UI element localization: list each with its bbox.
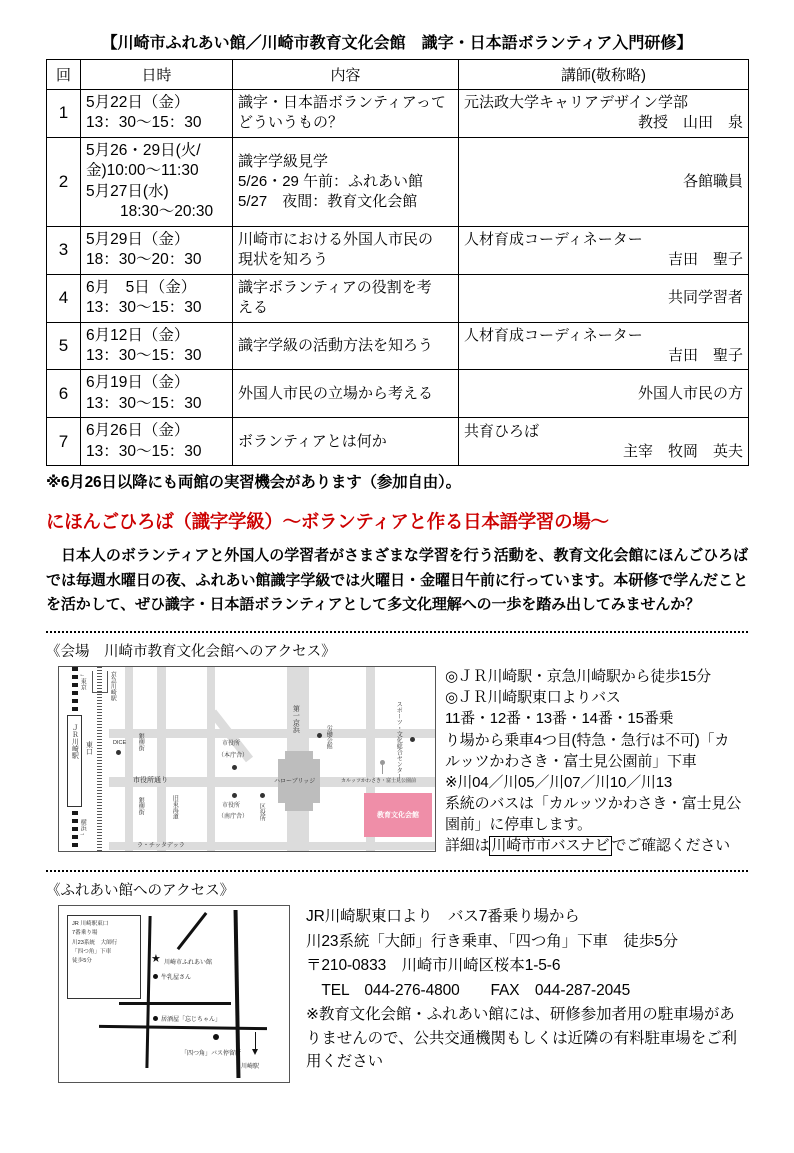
dice-dot-icon bbox=[116, 750, 121, 755]
datetime-line: 13：30～15：30 bbox=[86, 114, 202, 132]
content-line: どういうもの？ bbox=[238, 114, 344, 132]
lecturer-line: 元法政大学キャリアデザイン学部 bbox=[464, 94, 688, 112]
table-row bbox=[47, 274, 749, 322]
lecturer-line: 吉田 聖子 bbox=[667, 251, 743, 269]
jr-station-label: ＪＲ川崎駅 bbox=[71, 724, 79, 760]
datetime-line: 5月27日(水) bbox=[86, 182, 169, 200]
cell-content bbox=[233, 90, 459, 138]
datetime-line: 6月26日（金） bbox=[86, 422, 190, 440]
schedule-table-wrapper bbox=[0, 59, 794, 466]
access-line-3: 11番・12番・13番・14番・15番乗 bbox=[445, 710, 674, 728]
table-row bbox=[47, 90, 749, 138]
content-line: 5/26・29 午前：ふれあい館 bbox=[238, 172, 424, 190]
shiyakusho-minami-label: 市役所 bbox=[222, 803, 241, 810]
fureai-parking-note: ※教育文化会館・ふれあい館には、研修参加者用の駐車場がありませんので、公共交通機関もしくは近隣の有料駐車場をご利用ください bbox=[306, 1006, 737, 1070]
lecturer-line: 主宰 牧岡 英夫 bbox=[622, 442, 743, 460]
cell-lecturer bbox=[459, 137, 749, 226]
minami-dot-icon bbox=[232, 793, 237, 798]
cell-no: 4 bbox=[47, 274, 81, 322]
table-body bbox=[47, 90, 749, 466]
fureai-line-2: 川23系統「大師」行き乗車、「四つ角」下車 徒歩5分 bbox=[306, 932, 679, 950]
cell-lecturer bbox=[459, 418, 749, 466]
lecturer-line: 共同学習者 bbox=[667, 289, 743, 307]
keikyu-station-label: 京急川崎駅 bbox=[109, 671, 116, 702]
legend-line-3: 川23系統 大師行 bbox=[72, 939, 118, 946]
hello-bridge-label: ハローブリッジ bbox=[274, 779, 316, 786]
shiyakusho-honchosha-label: 市役所 bbox=[222, 741, 241, 748]
access-line-5: ルッツかわさき・富士見公園前」下車 bbox=[445, 752, 697, 770]
cell-content bbox=[233, 370, 459, 418]
header-no: 回 bbox=[47, 60, 81, 90]
cell-content bbox=[233, 137, 459, 226]
access-line-2: ◎ＪＲ川崎駅東口よりバス bbox=[445, 689, 621, 707]
fureai-label: 川崎市ふれあい館 bbox=[164, 960, 213, 967]
legend-line-1: JR 川崎駅東口 bbox=[72, 921, 109, 928]
datetime-line: 6月 5日（金） bbox=[86, 278, 197, 296]
legend-line-5: 徒歩5分 bbox=[72, 957, 92, 964]
fureai-line-4: TEL 044-276-4800 FAX 044-287-2045 bbox=[306, 981, 631, 999]
table-row bbox=[47, 226, 749, 274]
schedule-table bbox=[46, 59, 749, 466]
access-line-8: 園前」に停車します。 bbox=[445, 816, 592, 834]
header-lecturer: 講師(敬称略) bbox=[459, 60, 749, 90]
fureai-line-3: 〒210-0833 川崎市川崎区桜本1-5-6 bbox=[306, 957, 561, 975]
table-row bbox=[47, 322, 749, 370]
schedule-footnote: ※6月26日以降にも両館の実習機会があります（参加自由）。 bbox=[46, 474, 461, 492]
datetime-line: 13：30～15：30 bbox=[86, 394, 202, 412]
la-cittadella-label: ラ・チッタデッラ bbox=[137, 843, 185, 850]
access-line-4: り場から乗車4つ目(特急・急行は不可)「カ bbox=[445, 731, 730, 749]
cell-lecturer bbox=[459, 370, 749, 418]
milk-shop-dot-icon bbox=[153, 974, 158, 979]
kyuu-tokaido-label: 旧東海道 bbox=[171, 795, 178, 820]
lecturer-line: 人材育成コーディネーター bbox=[464, 326, 643, 344]
shiyakusho-honchosha-sub: （本庁舎） bbox=[218, 753, 249, 760]
bus-navi-link[interactable]: 川崎市市バスナビ bbox=[491, 837, 610, 855]
izakaya-label: 居酒屋「忘じちゃん」 bbox=[161, 1017, 222, 1024]
header-datetime: 日時 bbox=[81, 60, 233, 90]
jr-station-marker bbox=[67, 715, 82, 807]
lecturer-line: 人材育成コーディネーター bbox=[464, 231, 643, 249]
access-kyoiku-text bbox=[436, 666, 748, 856]
cell-datetime bbox=[81, 370, 233, 418]
datetime-line: 18：30～20：30 bbox=[86, 251, 202, 269]
content-line: 識字ボランティアの役割を考 bbox=[238, 278, 432, 296]
table-row bbox=[47, 370, 749, 418]
sports-center-label: スポーツ・文化総合センター bbox=[395, 701, 402, 780]
legend-line-2: 7番乗り場 bbox=[72, 930, 98, 937]
promo-paragraph: 日本人のボランティアと外国人の学習者がさまざまな学習を行う活動を、教育文化会館にほんごひろばでは毎週水曜日の夜、ふれあい館識字学級では火曜日・金曜日午前に行っています。本研修で学んだことを活かして、ぜひ識字・日本語ボランティアとして多文化理解への一歩を踏み出してみませんか？ bbox=[46, 547, 748, 613]
content-line: ボランティアとは何か bbox=[238, 432, 387, 450]
datetime-line: 13：30～15：30 bbox=[86, 346, 202, 364]
cell-lecturer bbox=[459, 274, 749, 322]
cell-lecturer bbox=[459, 322, 749, 370]
cell-datetime bbox=[81, 137, 233, 226]
content-line: 識字学級見学 bbox=[238, 152, 329, 170]
cell-no: 6 bbox=[47, 370, 81, 418]
kyoiku-street-map bbox=[58, 666, 436, 852]
access-line-1: ◎ＪＲ川崎駅・京急川崎駅から徒歩15分 bbox=[445, 668, 711, 686]
milk-shop-label: 牛乳屋さん bbox=[161, 975, 192, 982]
star-icon: ★ bbox=[151, 953, 161, 966]
karutz-stop-label: カルッツかわさき・富士見公園前 bbox=[341, 778, 417, 785]
access-kyoiku-row bbox=[0, 666, 794, 856]
cell-no: 7 bbox=[47, 418, 81, 466]
cell-datetime bbox=[81, 418, 233, 466]
cell-no: 3 bbox=[47, 226, 81, 274]
cell-datetime bbox=[81, 226, 233, 274]
cell-content bbox=[233, 274, 459, 322]
kawasaki-station-label: 川崎駅 bbox=[241, 1064, 260, 1071]
daiichi-keihin-label: 第一京浜 bbox=[292, 705, 300, 734]
detail-prefix: 詳細は bbox=[445, 837, 490, 855]
access-detail-line bbox=[445, 835, 748, 856]
header-content: 内容 bbox=[233, 60, 459, 90]
east-exit-label: 東口 bbox=[85, 741, 93, 756]
shiyakusho-dori-label: 市役所通り bbox=[133, 777, 168, 785]
cell-lecturer bbox=[459, 90, 749, 138]
access-kyoiku-title: 《会場 川崎市教育文化会館へのアクセス》 bbox=[46, 644, 336, 661]
cell-datetime bbox=[81, 274, 233, 322]
datetime-line: 6月19日（金） bbox=[86, 374, 190, 392]
shiyakusho-minami-sub: （南庁舎） bbox=[218, 814, 249, 821]
kuyakusho-label: 区役所 bbox=[258, 803, 265, 822]
page-title: 【川崎市ふれあい館／川崎市教育文化会館 識字・日本語ボランティア入門研修】 bbox=[101, 35, 693, 52]
legend-line-4: 「四つ角」下車 bbox=[72, 948, 112, 955]
kuyakusho-dot-icon bbox=[260, 793, 265, 798]
ginryu-north-label: 銀柳街 bbox=[137, 733, 144, 752]
yotsukado-label: 「四つ角」バス停留所 bbox=[181, 1051, 242, 1058]
content-line: 川崎市における外国人市民の bbox=[238, 231, 434, 249]
detail-suffix: でご確認ください bbox=[611, 837, 730, 855]
cell-no: 1 bbox=[47, 90, 81, 138]
content-line: える bbox=[238, 299, 269, 317]
fureai-hand-drawn-map bbox=[58, 905, 290, 1083]
table-row bbox=[47, 418, 749, 466]
cell-content bbox=[233, 226, 459, 274]
content-line: 識字学級の活動方法を知ろう bbox=[238, 336, 434, 354]
rodo-kaikan-label: 労働会館 bbox=[325, 725, 332, 750]
datetime-line: 18:30～20:30 bbox=[120, 203, 214, 221]
access-line-6: ※川04／川05／川07／川10／川13 bbox=[445, 773, 672, 791]
document-page bbox=[0, 30, 794, 1153]
lecturer-line: 教授 山田 泉 bbox=[637, 114, 743, 132]
promo-heading: にほんごひろば（識字学級）～ボランティアと作る日本語学習の場～ bbox=[46, 511, 609, 533]
content-line: 5/27 夜間：教育文化会館 bbox=[238, 192, 418, 210]
datetime-line: 5月22日（金） bbox=[86, 94, 190, 111]
cell-no: 2 bbox=[47, 137, 81, 226]
fureai-line-1: JR川崎駅東口より バス7番乗り場から bbox=[306, 908, 580, 926]
fureai-map-legend bbox=[67, 915, 141, 999]
honchosha-dot-icon bbox=[232, 765, 237, 770]
access-line-7: 系統のバスは「カルッツかわさき・富士見公 bbox=[445, 794, 742, 812]
content-line: 現状を知ろう bbox=[238, 251, 329, 269]
content-line: 識字・日本語ボランティアって bbox=[238, 94, 446, 112]
izakaya-dot-icon bbox=[153, 1016, 158, 1021]
table-row bbox=[47, 137, 749, 226]
lecturer-line: 共育ひろば bbox=[464, 422, 540, 440]
cell-lecturer bbox=[459, 226, 749, 274]
access-fureai-title: 《ふれあい館へのアクセス》 bbox=[46, 883, 235, 900]
content-line: 外国人市民の立場から考える bbox=[238, 384, 434, 402]
datetime-line: 5月26・29日(火/ bbox=[86, 141, 201, 159]
datetime-line: 5月29日（金） bbox=[86, 230, 190, 248]
table-head bbox=[47, 60, 749, 90]
arrow-down-icon bbox=[252, 1049, 258, 1055]
access-fureai-text bbox=[290, 905, 748, 1073]
lecturer-line: 吉田 聖子 bbox=[667, 346, 743, 364]
lecturer-line: 外国人市民の方 bbox=[637, 384, 743, 402]
table-header-row bbox=[47, 60, 749, 90]
ginryu-south-label: 銀柳街 bbox=[137, 797, 144, 816]
cell-datetime bbox=[81, 322, 233, 370]
yokohama-direction-label: 横浜→ bbox=[79, 819, 86, 838]
cell-content bbox=[233, 418, 459, 466]
cell-content bbox=[233, 322, 459, 370]
venue-highlight-box: 教育文化会館 bbox=[364, 793, 432, 837]
cell-datetime bbox=[81, 90, 233, 138]
datetime-line: 金)10:00～11:30 bbox=[86, 162, 199, 180]
access-fureai-row bbox=[0, 905, 794, 1083]
datetime-line: 6月12日（金） bbox=[86, 326, 190, 344]
tokyo-direction-label: ←東京 bbox=[79, 672, 86, 691]
yotsukado-dot-icon bbox=[213, 1034, 219, 1040]
lecturer-line: 各館職員 bbox=[682, 172, 743, 190]
cell-no: 5 bbox=[47, 322, 81, 370]
sports-center-dot-icon bbox=[410, 737, 415, 742]
datetime-line: 13：30～15：30 bbox=[86, 442, 202, 460]
dice-label: DICE bbox=[113, 740, 127, 747]
datetime-line: 13：30～15：30 bbox=[86, 299, 202, 317]
